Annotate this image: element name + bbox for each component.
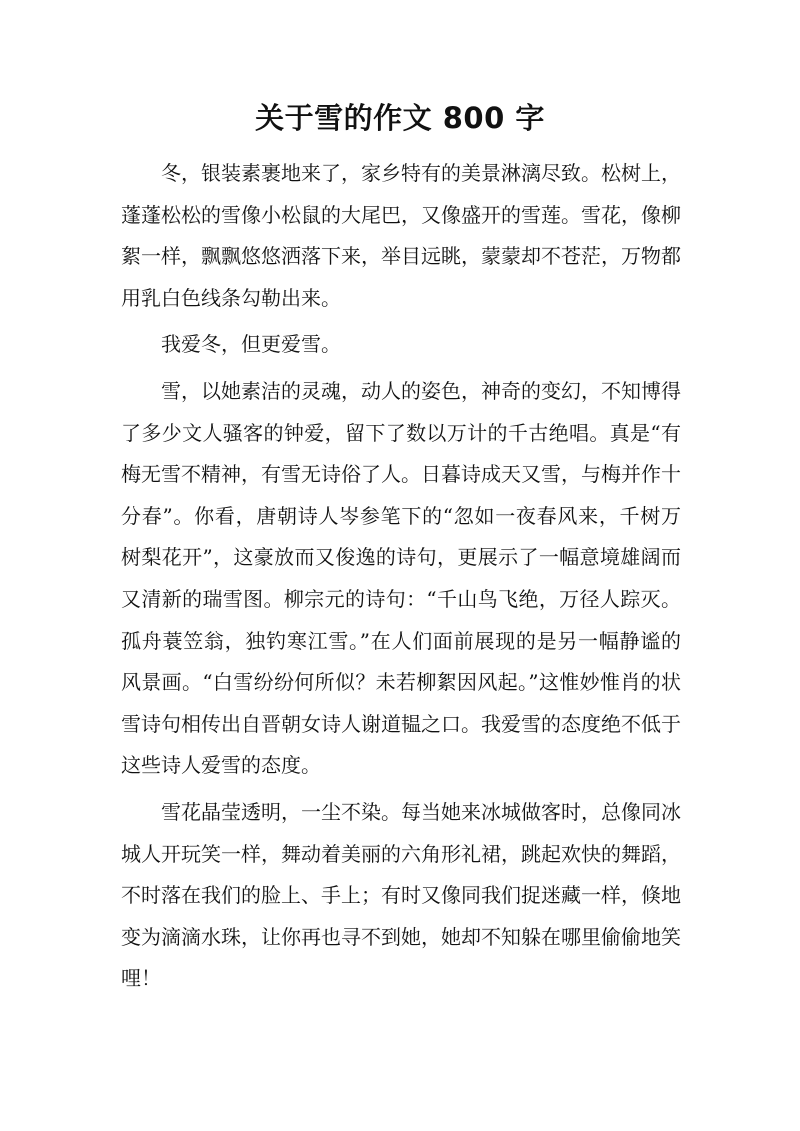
paragraph-3: 雪，以她素洁的灵魂，动人的姿色，神奇的变幻，不知博得了多少文人骚客的钟爱，留下了数以万计的千古绝唱。真是“有梅无雪不精神，有雪无诗俗了人。日暮诗成天又雪，与梅并作十分春”。你看，唐朝诗人岑参笔下的“忽如一夜春风来，千树万树梨花开”，这豪放而又俊逸的诗句，更展示了一幅意境雄阔而又清新的瑞雪图。柳宗元的诗句：“千山鸟飞绝，万径人踪灭。孤舟蓑笠翁，独钓寒江雪。”在人们面前展现的是另一幅静谧的风景画。“白雪纷纷何所似？未若柳絮因风起。”这惟妙惟肖的状雪诗句相传出自晋朝女诗人谢道韫之口。我爱雪的态度绝不低于这些诗人爱雪的态度。	[121, 378, 681, 778]
paragraph-1: 冬，银装素裹地来了，家乡特有的美景淋漓尽致。松树上，蓬蓬松松的雪像小松鼠的大尾巴，又像盛开的雪莲。雪花，像柳絮一样，飘飘悠悠洒落下来，举目远眺，蒙蒙却不苍茫，万物都用乳白色线条勾勒出来。	[121, 161, 681, 310]
document-body	[121, 153, 681, 1000]
paragraph-4: 雪花晶莹透明，一尘不染。每当她来冰城做客时，总像同冰城人开玩笑一样，舞动着美丽的六角形礼裙，跳起欢快的舞蹈，不时落在我们的脸上、手上；有时又像同我们捉迷藏一样，倏地变为滴滴水珠，让你再也寻不到她，她却不知躲在哪里偷偷地笑哩！	[121, 799, 681, 991]
document-title: 关于雪的作文 800 字	[255, 101, 545, 135]
paragraph-2: 我爱冬，但更爱雪。	[161, 332, 341, 357]
